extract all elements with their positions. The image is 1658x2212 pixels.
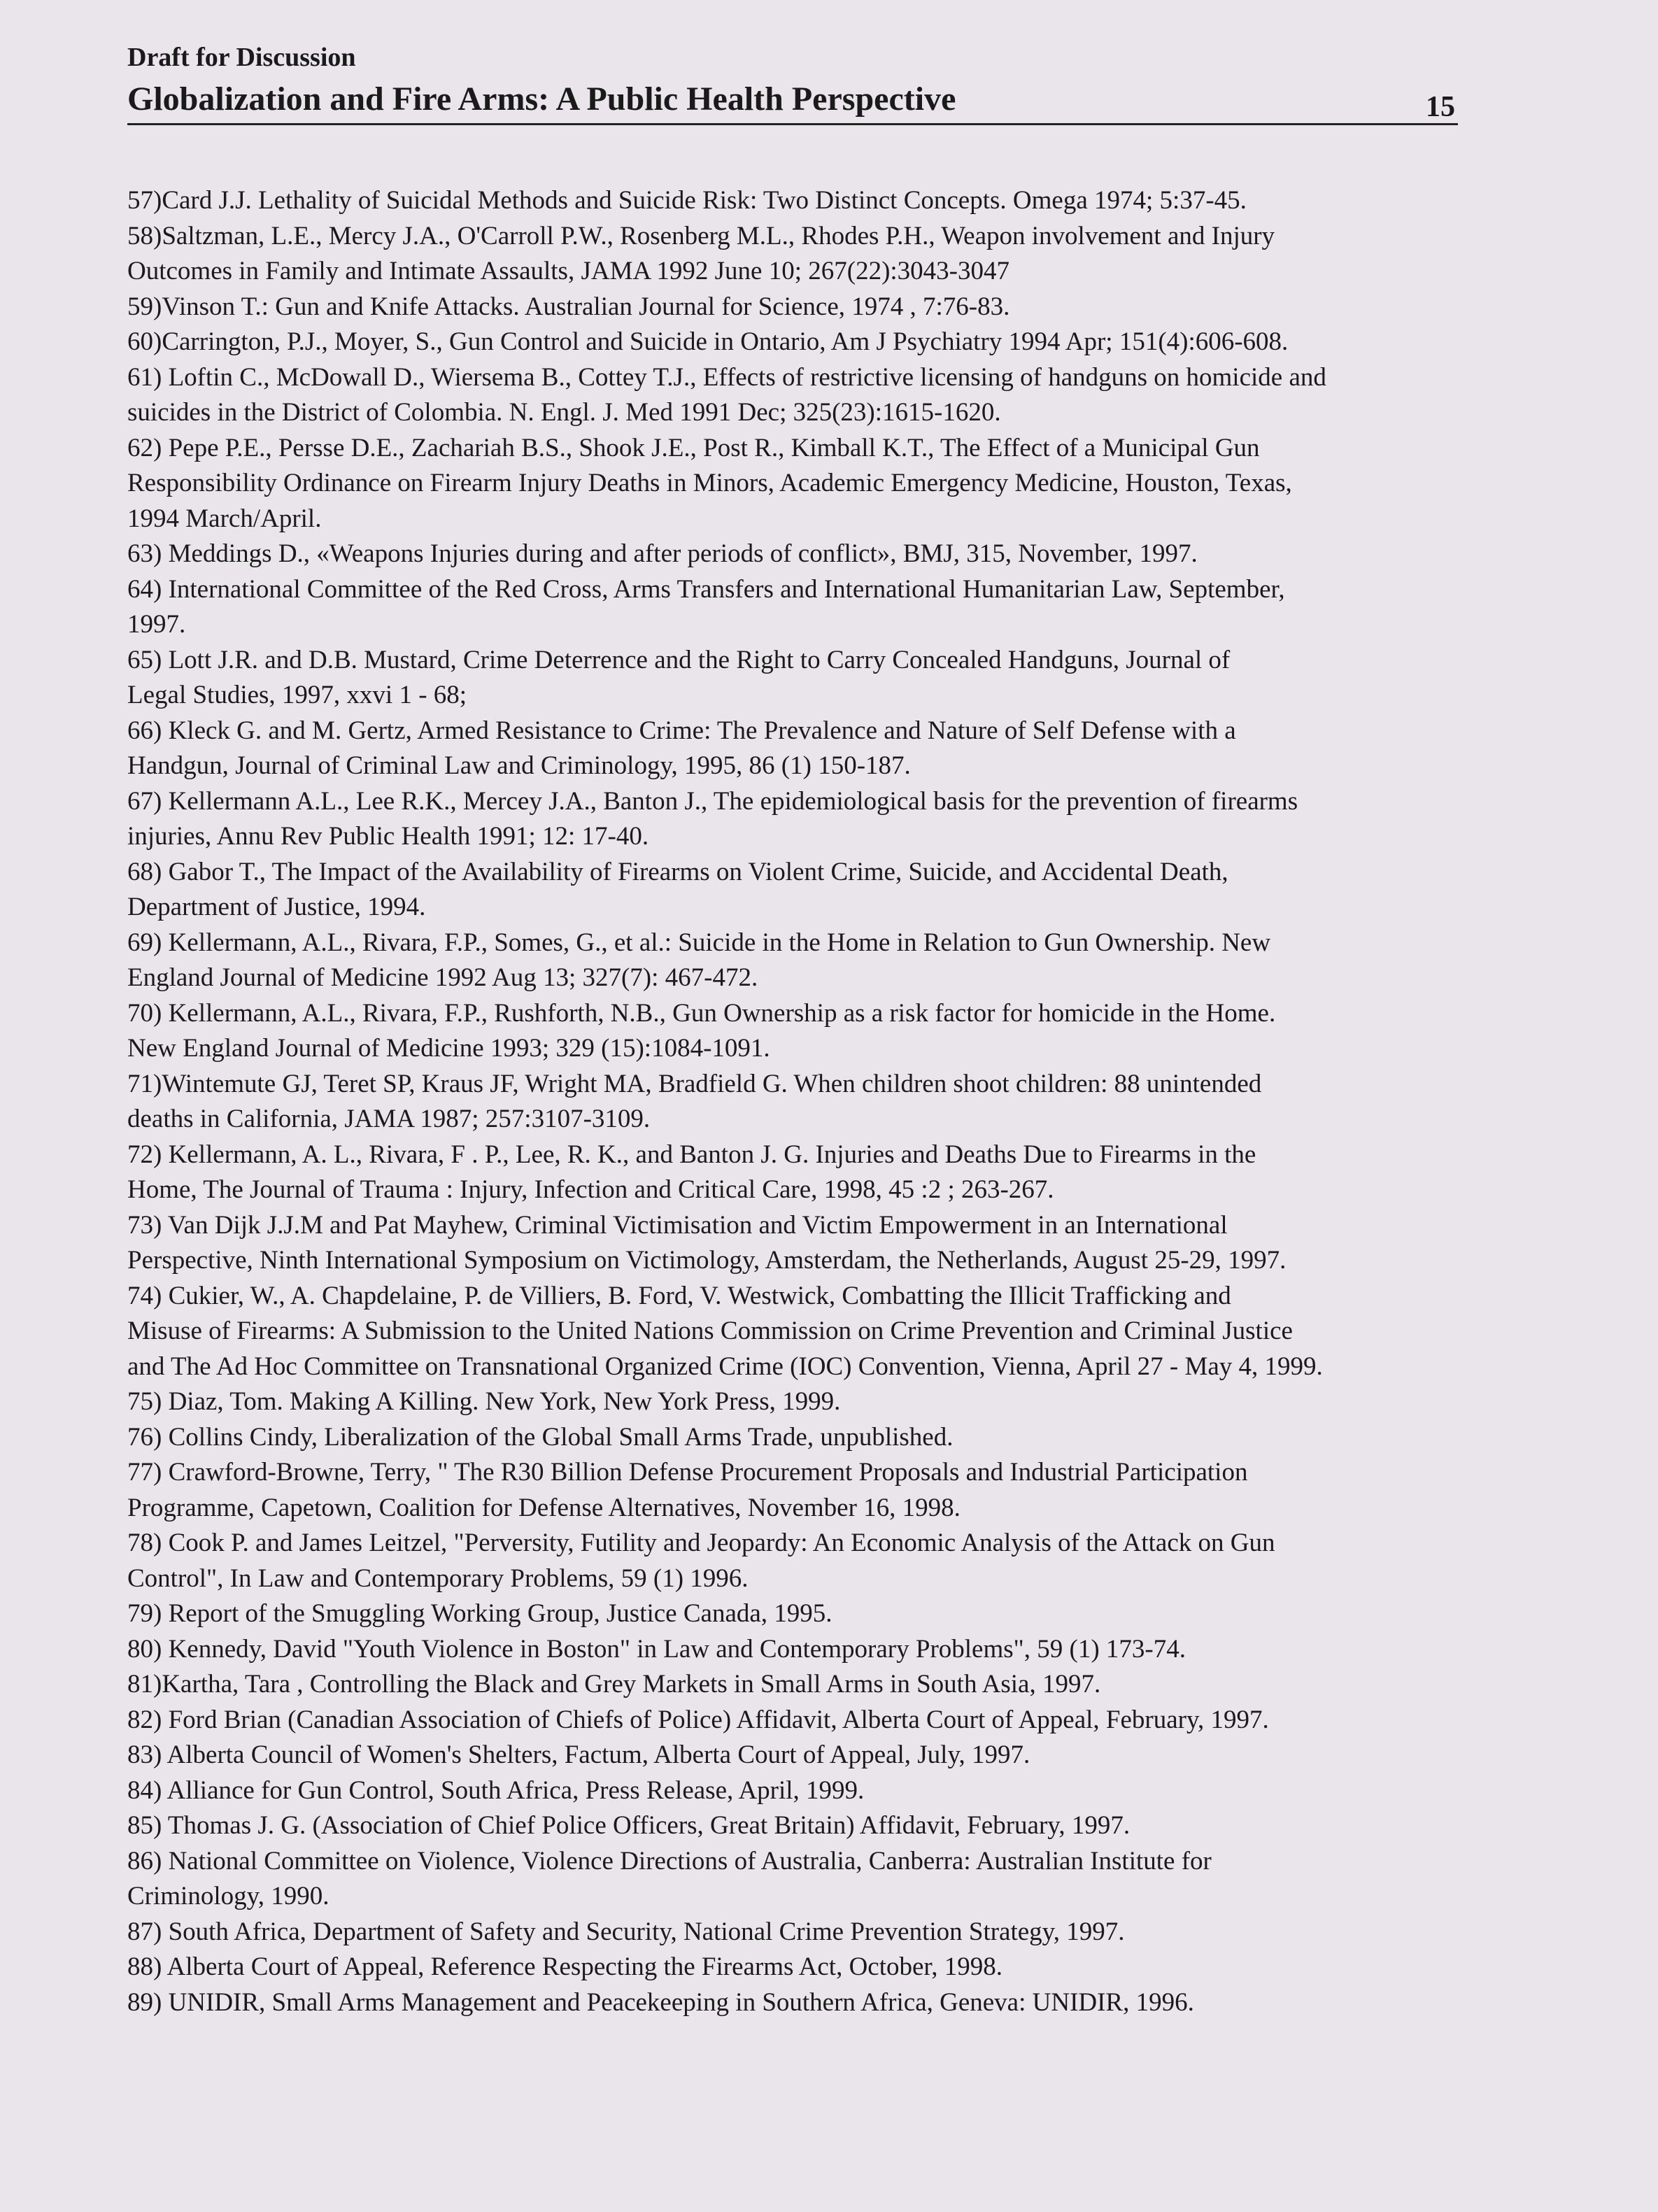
reference-list: [127, 183, 1519, 2020]
reference-item: 74) Cukier, W., A. Chapdelaine, P. de Villiers, B. Ford, V. Westwick, Combatting the Illicit Trafficking and Misuse of Firearms: A Submission to the United Nations Commission on Crime Prevention and Criminal Justice and The Ad Hoc Committee on Transnational Organized Crime (IOC) Convention, Vienna, April 27 - May 4, 1999.: [127, 1281, 1323, 1381]
reference-item: 89) UNIDIR, Small Arms Management and Peacekeeping in Southern Africa, Geneva: UNIDIR, 1996.: [127, 1987, 1194, 2017]
reference-item: 69) Kellermann, A.L., Rivara, F.P., Somes, G., et al.: Suicide in the Home in Relation to Gun Ownership. New England Journal of Medicine 1992 Aug 13; 327(7): 467-472.: [127, 928, 1271, 992]
reference-item: 86) National Committee on Violence, Violence Directions of Australia, Canberra: Australian Institute for Criminology, 1990.: [127, 1846, 1212, 1910]
reference-item: 60)Carrington, P.J., Moyer, S., Gun Control and Suicide in Ontario, Am J Psychiatry 1994 Apr; 151(4):606-608.: [127, 327, 1289, 356]
reference-item: 83) Alberta Council of Women's Shelters, Factum, Alberta Court of Appeal, July, 1997.: [127, 1740, 1030, 1769]
reference-item: 75) Diaz, Tom. Making A Killing. New York, New York Press, 1999.: [127, 1387, 841, 1416]
reference-item: 79) Report of the Smuggling Working Group, Justice Canada, 1995.: [127, 1599, 832, 1628]
reference-item: 72) Kellermann, A. L., Rivara, F . P., Lee, R. K., and Banton J. G. Injuries and Deaths Due to Firearms in the Home, The Journal of Trauma : Injury, Infection and Critical Care, 1998, 45 :2 ; 263-267.: [127, 1140, 1256, 1204]
page-title: Globalization and Fire Arms: A Public Health Perspective: [127, 80, 956, 118]
header-rule: [127, 123, 1458, 125]
reference-item: 80) Kennedy, David "Youth Violence in Boston" in Law and Contemporary Problems", 59 (1) 173-74.: [127, 1634, 1186, 1664]
reference-item: 65) Lott J.R. and D.B. Mustard, Crime Deterrence and the Right to Carry Concealed Handguns, Journal of Legal Studies, 1997, xxvi 1 - 68;: [127, 645, 1231, 709]
reference-item: 67) Kellermann A.L., Lee R.K., Mercey J.A., Banton J., The epidemiological basis for the prevention of firearms injuries, Annu Rev Public Health 1991; 12: 17-40.: [127, 786, 1298, 851]
reference-item: 58)Saltzman, L.E., Mercy J.A., O'Carroll P.W., Rosenberg M.L., Rhodes P.H., Weapon involvement and Injury Outcomes in Family and Intimate Assaults, JAMA 1992 June 10; 267(22):3043-3047: [127, 221, 1275, 285]
reference-item: 62) Pepe P.E., Persse D.E., Zachariah B.S., Shook J.E., Post R., Kimball K.T., The Effect of a Municipal Gun Responsibility Ordinance on Firearm Injury Deaths in Minors, Academic Emergency Medicine, Houston, Texas, 1994 March/April.: [127, 433, 1292, 533]
reference-item: 63) Meddings D., «Weapons Injuries during and after periods of conflict», BMJ, 315, November, 1997.: [127, 539, 1198, 568]
reference-item: 84) Alliance for Gun Control, South Africa, Press Release, April, 1999.: [127, 1775, 865, 1805]
reference-item: 70) Kellermann, A.L., Rivara, F.P., Rushforth, N.B., Gun Ownership as a risk factor for homicide in the Home. New England Journal of Medicine 1993; 329 (15):1084-1091.: [127, 998, 1276, 1063]
reference-item: 68) Gabor T., The Impact of the Availability of Firearms on Violent Crime, Suicide, and Accidental Death, Department of Justice, 1994.: [127, 857, 1228, 921]
reference-item: 87) South Africa, Department of Safety and Security, National Crime Prevention Strategy, 1997.: [127, 1917, 1125, 1946]
reference-item: 57)Card J.J. Lethality of Suicidal Methods and Suicide Risk: Two Distinct Concepts. Omega 1974; 5:37-45.: [127, 186, 1247, 215]
reference-item: 85) Thomas J. G. (Association of Chief Police Officers, Great Britain) Affidavit, February, 1997.: [127, 1811, 1131, 1840]
reference-item: 73) Van Dijk J.J.M and Pat Mayhew, Criminal Victimisation and Victim Empowerment in an International Perspective, Ninth International Symposium on Victimology, Amsterdam, the Netherlands, August 25-29, 1997.: [127, 1210, 1287, 1275]
reference-item: 82) Ford Brian (Canadian Association of Chiefs of Police) Affidavit, Alberta Court of Appeal, February, 1997.: [127, 1705, 1269, 1734]
reference-item: 76) Collins Cindy, Liberalization of the Global Small Arms Trade, unpublished.: [127, 1422, 954, 1452]
reference-item: 64) International Committee of the Red Cross, Arms Transfers and International Humanitarian Law, September, 1997.: [127, 574, 1285, 639]
reference-item: 78) Cook P. and James Leitzel, "Perversity, Futility and Jeopardy: An Economic Analysis of the Attack on Gun Control", In Law and Contemporary Problems, 59 (1) 1996.: [127, 1529, 1275, 1593]
reference-item: 71)Wintemute GJ, Teret SP, Kraus JF, Wright MA, Bradfield G. When children shoot children: 88 unintended deaths in California, JAMA 1987; 257:3107-3109.: [127, 1069, 1262, 1133]
reference-item: 61) Loftin C., McDowall D., Wiersema B., Cottey T.J., Effects of restrictive licensing of handguns on homicide and suicides in the District of Colombia. N. Engl. J. Med 1991 Dec; 325(23):1615-1620.: [127, 362, 1326, 427]
reference-item: 88) Alberta Court of Appeal, Reference Respecting the Firearms Act, October, 1998.: [127, 1952, 1003, 1981]
reference-item: 81)Kartha, Tara , Controlling the Black and Grey Markets in Small Arms in South Asia, 1997.: [127, 1670, 1101, 1699]
page-number: 15: [1426, 91, 1455, 123]
reference-item: 59)Vinson T.: Gun and Knife Attacks. Australian Journal for Science, 1974 , 7:76-83.: [127, 292, 1010, 321]
reference-item: 66) Kleck G. and M. Gertz, Armed Resistance to Crime: The Prevalence and Nature of Self Defense with a Handgun, Journal of Criminal Law and Criminology, 1995, 86 (1) 150-187.: [127, 716, 1236, 780]
draft-label: Draft for Discussion: [127, 43, 356, 72]
reference-item: 77) Crawford-Browne, Terry, " The R30 Billion Defense Procurement Proposals and Industrial Participation Programme, Capetown, Coalition for Defense Alternatives, November 16, 1998.: [127, 1458, 1248, 1522]
